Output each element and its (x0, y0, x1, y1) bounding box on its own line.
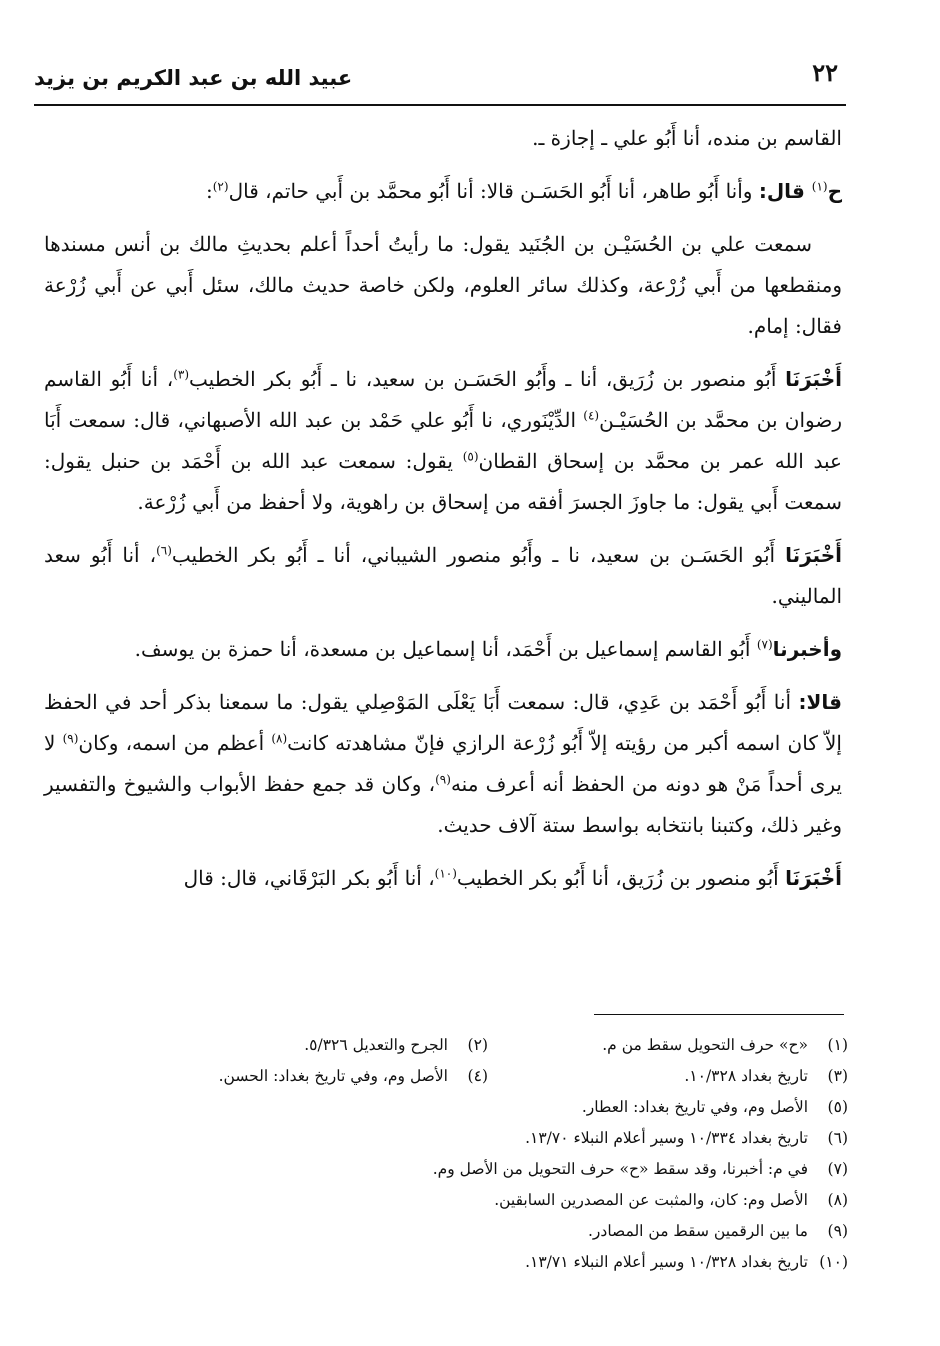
footnote-number: (١٠) (819, 1253, 848, 1271)
footnote (488, 1061, 848, 1092)
footnote-text: «ح» حرف التحويل سقط من م. (602, 1036, 808, 1054)
footnote (128, 1061, 488, 1092)
footnote-text: الأصل وم، وفي تاريخ بغداد: الحسن. (218, 1067, 448, 1085)
footnote (128, 1154, 848, 1185)
footnote-text: تاريخ بغداد ١٠/٣٢٨. (684, 1067, 808, 1085)
paragraph (44, 629, 842, 670)
footnote-number: (١) (827, 1036, 848, 1054)
paragraph-text: يقول: سمعت عبد الله بن أَحْمَد بن حنبل يقول: سمعت أَبي يقول: ما جاوزَ الجسرَ أفقه من إسحاق بن راهوية، ولا أحفظ من أَبي زُرْعة. (44, 449, 842, 514)
paragraph-text: أَبُو الحَسَـن بن سعيد، نا ـ وأَبُو منصور الشيباني، أنا ـ أَبُو بكر الخطيب (171, 543, 786, 567)
footnote-ref: (٤) (583, 408, 600, 423)
footnote-text: الأصل وم، وفي تاريخ بغداد: العطار. (581, 1098, 808, 1116)
footnote (128, 1123, 848, 1154)
footnote-ref: (٩) (435, 772, 451, 787)
footnote-ref: (٣) (173, 367, 190, 382)
page-header (34, 58, 846, 102)
paragraph-lead: وأخبرنا (772, 637, 842, 661)
footnote-ref: (٥) (462, 449, 479, 464)
paragraph-lead: أَخْبَرَنَا (785, 543, 842, 567)
paragraph-text: ، أنا أَبُو القاسم رضوان بن محمَّد بن الحُسَيْـن (44, 367, 843, 432)
footnote-text: الأصل وم: كان، والمثبت عن المصدرين السابقين. (494, 1191, 808, 1209)
footnote-text: تاريخ بغداد ١٠/٣٣٤ وسير أعلام النبلاء ١٣/٧٠. (525, 1129, 808, 1147)
paragraph-text: ، أنا أَبُو سعد الماليني. (44, 543, 842, 608)
footnote-text: في م: أخبرنا، وقد سقط «ح» حرف التحويل من الأصل وم. (432, 1160, 808, 1178)
running-title: عبيد الله بن عبد الكريم بن يزيد (34, 66, 353, 90)
footnote-number: (٧) (827, 1160, 848, 1178)
footnotes (128, 1030, 848, 1278)
paragraph-lead: قالا: (798, 690, 842, 714)
footnote-number: (٦) (827, 1129, 848, 1147)
header-rule (34, 104, 846, 106)
paragraph-lead: أَخْبَرَنَا (785, 866, 842, 890)
footnote-number: (٣) (827, 1067, 848, 1085)
paragraph-text: القاسم بن منده، أنا أَبُو علي ـ إجازة ـ. (532, 126, 842, 150)
paragraph-text: سمعت علي بن الحُسَيْـن بن الجُنَيد يقول: ما رأيتُ أحداً أعلم بحديثِ مالك بن أنس مسندها ومنقطعها من أَبي زُرْعة، وكذلك سائر العلوم، ولكن خاصة حديث مالك، سئل أَبي عن أَبي زُرْعة فقال: إمام. (44, 232, 842, 338)
footnote (128, 1185, 848, 1216)
paragraph-lead: أَخْبَرَنَا (785, 367, 842, 391)
footnote (488, 1030, 848, 1061)
footnote-number: (٤) (467, 1067, 488, 1085)
paragraph-text: أعظم من اسمه، وكان (78, 731, 272, 755)
footnote (128, 1247, 848, 1278)
footnote-text: تاريخ بغداد ١٠/٣٢٨ وسير أعلام النبلاء ١٣/٧١. (525, 1253, 808, 1271)
page-number: ٢٢ (812, 58, 838, 87)
paragraph (44, 682, 842, 846)
paragraph-lead: قال: (758, 179, 812, 203)
paragraph-text: أَبُو منصور بن زُرَيق، أنا ـ وأَبُو الحَسَـن بن سعيد، نا ـ أَبُو بكر الخطيب (189, 367, 786, 391)
footnote-number: (٩) (827, 1222, 848, 1240)
paragraph (44, 858, 842, 899)
paragraph (44, 535, 842, 617)
paragraph (44, 171, 842, 212)
footnote-text: الجرح والتعديل ٥/٣٢٦. (304, 1036, 448, 1054)
paragraph-text: وأنا أَبُو طاهر، أنا أَبُو الحَسَـن قالا: أنا أَبُو محمَّد بن أَبي حاتم، قال (228, 179, 759, 203)
footnote (128, 1216, 848, 1247)
footnote-number: (٢) (467, 1036, 488, 1054)
footnote-number: (٨) (827, 1191, 848, 1209)
footnote-text: ما بين الرقمين سقط من المصادر. (588, 1222, 808, 1240)
footnote-row (128, 1061, 848, 1092)
paragraph-text: أَبُو القاسم إسماعيل بن أَحْمَد، أنا إسماعيل بن مسعدة، أنا حمزة بن يوسف. (134, 637, 757, 661)
paragraph (44, 224, 842, 347)
paragraph-text: أَبُو منصور بن زُرَيق، أنا أَبُو بكر الخطيب (456, 866, 786, 890)
footnote-rule (594, 1014, 844, 1015)
paragraph-text: ، وكان قد جمع حفظ الأبواب والشيوخ والتفسير وغير ذلك، وكتبنا بانتخابه بواسط ستة آلاف حديث. (44, 772, 842, 837)
paragraph (44, 359, 842, 523)
paragraph-lead: ح (827, 179, 842, 203)
paragraph (44, 118, 842, 159)
footnote-ref: (٩) (62, 731, 79, 746)
footnote-ref: (٦) (156, 543, 172, 558)
footnote (128, 1030, 488, 1061)
footnote-number: (٥) (827, 1098, 848, 1116)
footnote-ref: (٨) (271, 731, 288, 746)
paragraph-text: لا يرى أحداً مَنْ هو دونه من الحفظ أنه أعرف منه (44, 731, 842, 796)
paragraph-text: : (205, 179, 213, 203)
paragraph-text: ، أنا أَبُو بكر البَرْقَاني، قال: قال (183, 866, 435, 890)
footnote (128, 1092, 848, 1123)
footnote-ref: (١) (811, 179, 828, 194)
footnote-ref: (٧) (756, 637, 773, 652)
footnote-ref: (٢) (212, 179, 229, 194)
paragraph-text: الدِّيْنَوري، نا أَبُو علي حَمْد بن عبد الله الأصبهاني، قال: سمعت أَبَا عبد الله عمر بن محمَّد بن إسحاق القطان (44, 408, 842, 473)
footnote-ref: (١٠) (434, 866, 457, 881)
footnote-row (128, 1030, 848, 1061)
main-text (44, 118, 842, 911)
paragraph-text: أنا أَبُو أَحْمَد بن عَدِي، قال: سمعت أَبَا يَعْلَى المَوْصِلي يقول: ما سمعنا بذكر أحد في الحفظ إلاّ كان اسمه أكبر من رؤيته إلاّ أَبُو زُرْعة الرازي فإنّ مشاهدته كانت (44, 690, 842, 755)
